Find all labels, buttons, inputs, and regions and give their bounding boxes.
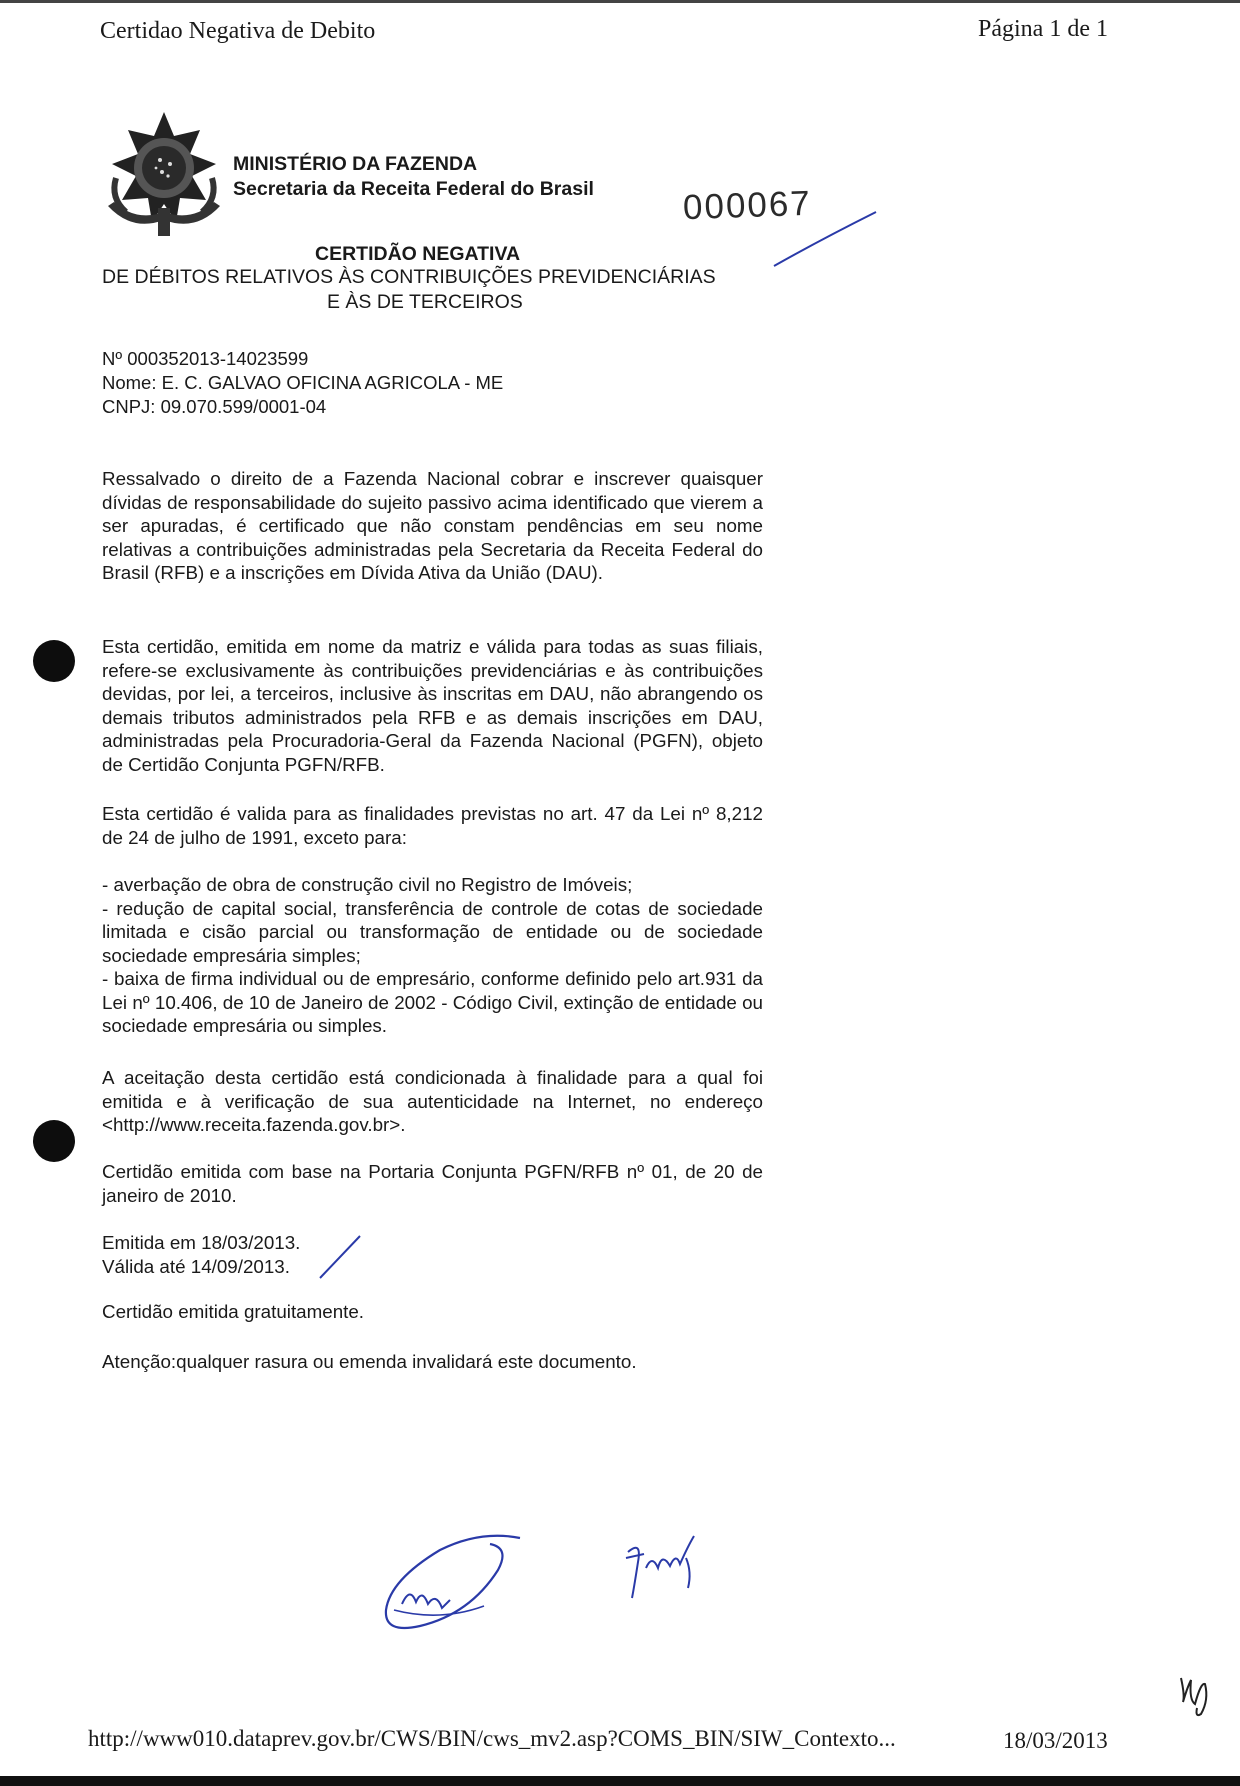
corner-initials-mark xyxy=(1175,1670,1217,1718)
print-header-page: Página 1 de 1 xyxy=(978,16,1108,42)
paragraph-scope: Esta certidão, emitida em nome da matriz e válida para todas as suas filiais, refere-se exclusivamente às contribuições previdenciárias e às contribuições devidas, por lei, a terceiros, inclusive às inscritas em DAU, não abrangendo os demais tributos administrados pela RFB e as demais inscrições em DAU, administradas pela Procuradoria-Geral da Fazenda Nacional (PGFN), objeto de Certidão Conjunta PGFN/RFB. xyxy=(102,636,763,775)
print-header-title: Certidao Negativa de Debito xyxy=(100,18,376,44)
signature-scribble xyxy=(380,1530,525,1635)
paragraph-rights: Ressalvado o direito de a Fazenda Nacional cobrar e inscrever quaisquer dívidas de responsabilidade do sujeito passivo acima identificado que vierem a ser apuradas, é certificado que não constam pendências em seu nome relativas a contribuições administradas pela Secretaria da Receita Federal do Brasil (RFB) e a inscrições em Dívida Ativa da União (DAU). xyxy=(102,468,763,583)
paragraph-validity: Esta certidão é valida para as finalidades previstas no art. 47 da Lei nº 8,212 de 24 de julho de 1991, exceto para: xyxy=(102,803,763,848)
paragraph-acceptance: A aceitação desta certidão está condicionada à finalidade para a qual foi emitida e à verificação de sua autenticidade na Internet, no endereço <http://www.receita.fazenda.gov.br>. xyxy=(102,1067,763,1135)
paragraph-warning: Atenção:qualquer rasura ou emenda invalidará este documento. xyxy=(102,1351,637,1372)
punch-hole xyxy=(33,640,75,682)
pen-stroke-mark xyxy=(770,200,880,270)
brazil-coat-of-arms-icon xyxy=(102,108,226,240)
company-cnpj: CNPJ: 09.070.599/0001-04 xyxy=(102,396,327,417)
exception-item: - averbação de obra de construção civil no Registro de Imóveis; xyxy=(102,874,633,895)
dates-block xyxy=(102,1231,763,1278)
company-name: Nome: E. C. GALVAO OFICINA AGRICOLA - ME xyxy=(102,372,504,393)
initials-scribble xyxy=(622,1532,704,1602)
exception-item: - baixa de firma individual ou de empresário, conforme definido pelo art.931 da Lei nº 10.406, de 10 de Janeiro de 2002 - Código Civil, extinção de entidade ou sociedade empresária ou simples. xyxy=(102,968,763,1036)
certificate-number: Nº 000352013-14023599 xyxy=(102,348,309,369)
secretaria-name: Secretaria da Receita Federal do Brasil xyxy=(233,178,594,200)
print-footer-url: http://www010.dataprev.gov.br/CWS/BIN/cws_mv2.asp?COMS_BIN/SIW_Contexto... xyxy=(88,1726,896,1751)
ministry-name: MINISTÉRIO DA FAZENDA xyxy=(233,153,478,175)
certificate-title: CERTIDÃO NEGATIVA xyxy=(315,243,521,265)
certificate-subtitle-line1: DE DÉBITOS RELATIVOS ÀS CONTRIBUIÇÕES PREVIDENCIÁRIAS xyxy=(102,266,716,288)
stamp-number: 000067 xyxy=(682,183,813,228)
paragraph-portaria: Certidão emitida com base na Portaria Conjunta PGFN/RFB nº 01, de 20 de janeiro de 2010. xyxy=(102,1161,763,1206)
exceptions-list xyxy=(102,873,763,1038)
scan-top-edge xyxy=(0,0,1240,3)
certificate-subtitle-line2: E ÀS DE TERCEIROS xyxy=(327,291,523,313)
issue-date: Emitida em 18/03/2013. xyxy=(102,1232,301,1253)
paragraph-free: Certidão emitida gratuitamente. xyxy=(102,1301,365,1322)
pen-tick-mark xyxy=(318,1232,362,1280)
exception-item: - redução de capital social, transferência de controle de cotas de sociedade limitada e cisão parcial ou transformação de entidade ou de sociedade sociedade empresária simples; xyxy=(102,897,763,966)
scan-bottom-edge xyxy=(0,1776,1240,1786)
valid-until-date: Válida até 14/09/2013. xyxy=(102,1255,290,1277)
punch-hole xyxy=(33,1120,75,1162)
print-footer-date: 18/03/2013 xyxy=(1003,1728,1108,1753)
